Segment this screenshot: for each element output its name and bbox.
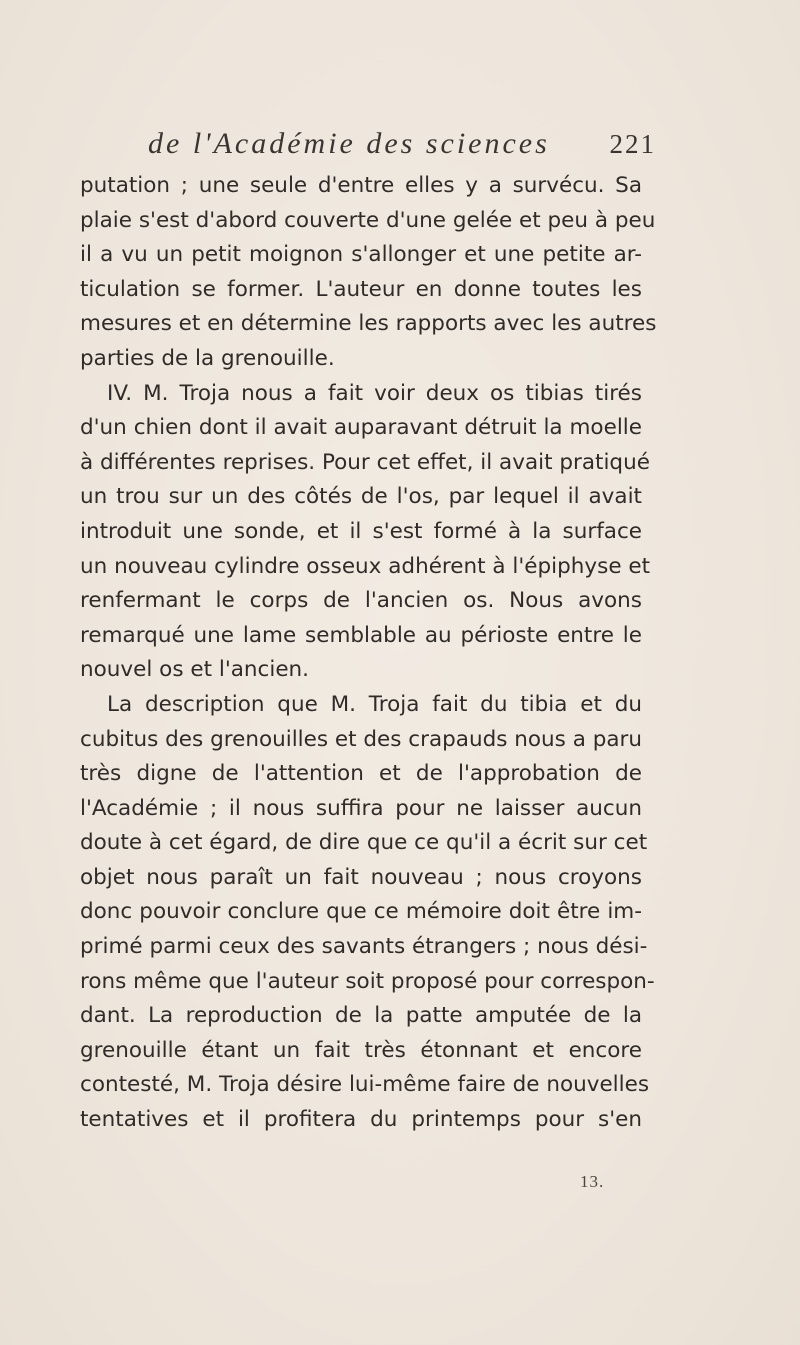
running-title: de l'Académie des sciences [148, 127, 550, 160]
text-line: doute à cet égard, de dire que ce qu'il a écrit sur cet [80, 830, 648, 856]
text-line: d'un chien dont il avait auparavant détruit la moelle [80, 415, 642, 441]
text-line: un nouveau cylindre osseux adhérent à l'épiphyse et [80, 553, 651, 579]
text-line: IV. M. Troja nous a fait voir deux os tibias tirés [107, 380, 642, 406]
text-line: primé parmi ceux des savants étrangers ; nous dési- [80, 934, 648, 960]
text-line: nouvel os et l'ancien. [80, 657, 310, 683]
text-line: cubitus des grenouilles et des crapauds nous a paru [80, 726, 643, 752]
running-head [148, 124, 656, 164]
text-line: l'Académie ; il nous suffira pour ne laisser aucun [80, 795, 642, 821]
text-line: parties de la grenouille. [80, 345, 335, 371]
text-line: introduit une sonde, et il s'est formé à la surface [80, 518, 642, 544]
text-line: donc pouvoir conclure que ce mémoire doit être im- [80, 899, 642, 925]
text-line: remarqué une lame semblable au périoste entre le [80, 622, 642, 648]
body-text [80, 169, 657, 1138]
text-line: très digne de l'attention et de l'approbation de [80, 761, 642, 787]
text-line: putation ; une seule d'entre elles y a survécu. Sa [80, 173, 642, 198]
text-line: contesté, M. Troja désire lui-même faire de nouvelles [80, 1072, 650, 1098]
text-line: La description que M. Troja fait du tibia et du [107, 691, 642, 717]
signature-mark: 13. [580, 1172, 605, 1191]
text-line: mesures et en détermine les rapports avec les autres [80, 311, 657, 337]
page-number: 221 [609, 129, 656, 159]
text-line: ticulation se former. L'auteur en donne toutes les [80, 276, 642, 302]
text-line: grenouille étant un fait très étonnant et encore [80, 1037, 642, 1063]
text-line: un trou sur un des côtés de l'os, par lequel il avait [80, 484, 642, 510]
text-line: objet nous paraît un fait nouveau ; nous croyons [80, 864, 642, 890]
text-line: renfermant le corps de l'ancien os. Nous avons [80, 588, 642, 614]
text-line: rons même que l'auteur soit proposé pour correspon- [80, 968, 655, 994]
text-line: tentatives et il profitera du printemps pour s'en [80, 1107, 642, 1133]
text-line: plaie s'est d'abord couverte d'une gelée et peu à peu [80, 207, 656, 233]
text-line: à différentes reprises. Pour cet effet, il avait pratiqué [80, 449, 650, 475]
text-line: il a vu un petit moignon s'allonger et une petite ar- [80, 242, 642, 268]
text-line: dant. La reproduction de la patte amputée de la [80, 1003, 642, 1029]
